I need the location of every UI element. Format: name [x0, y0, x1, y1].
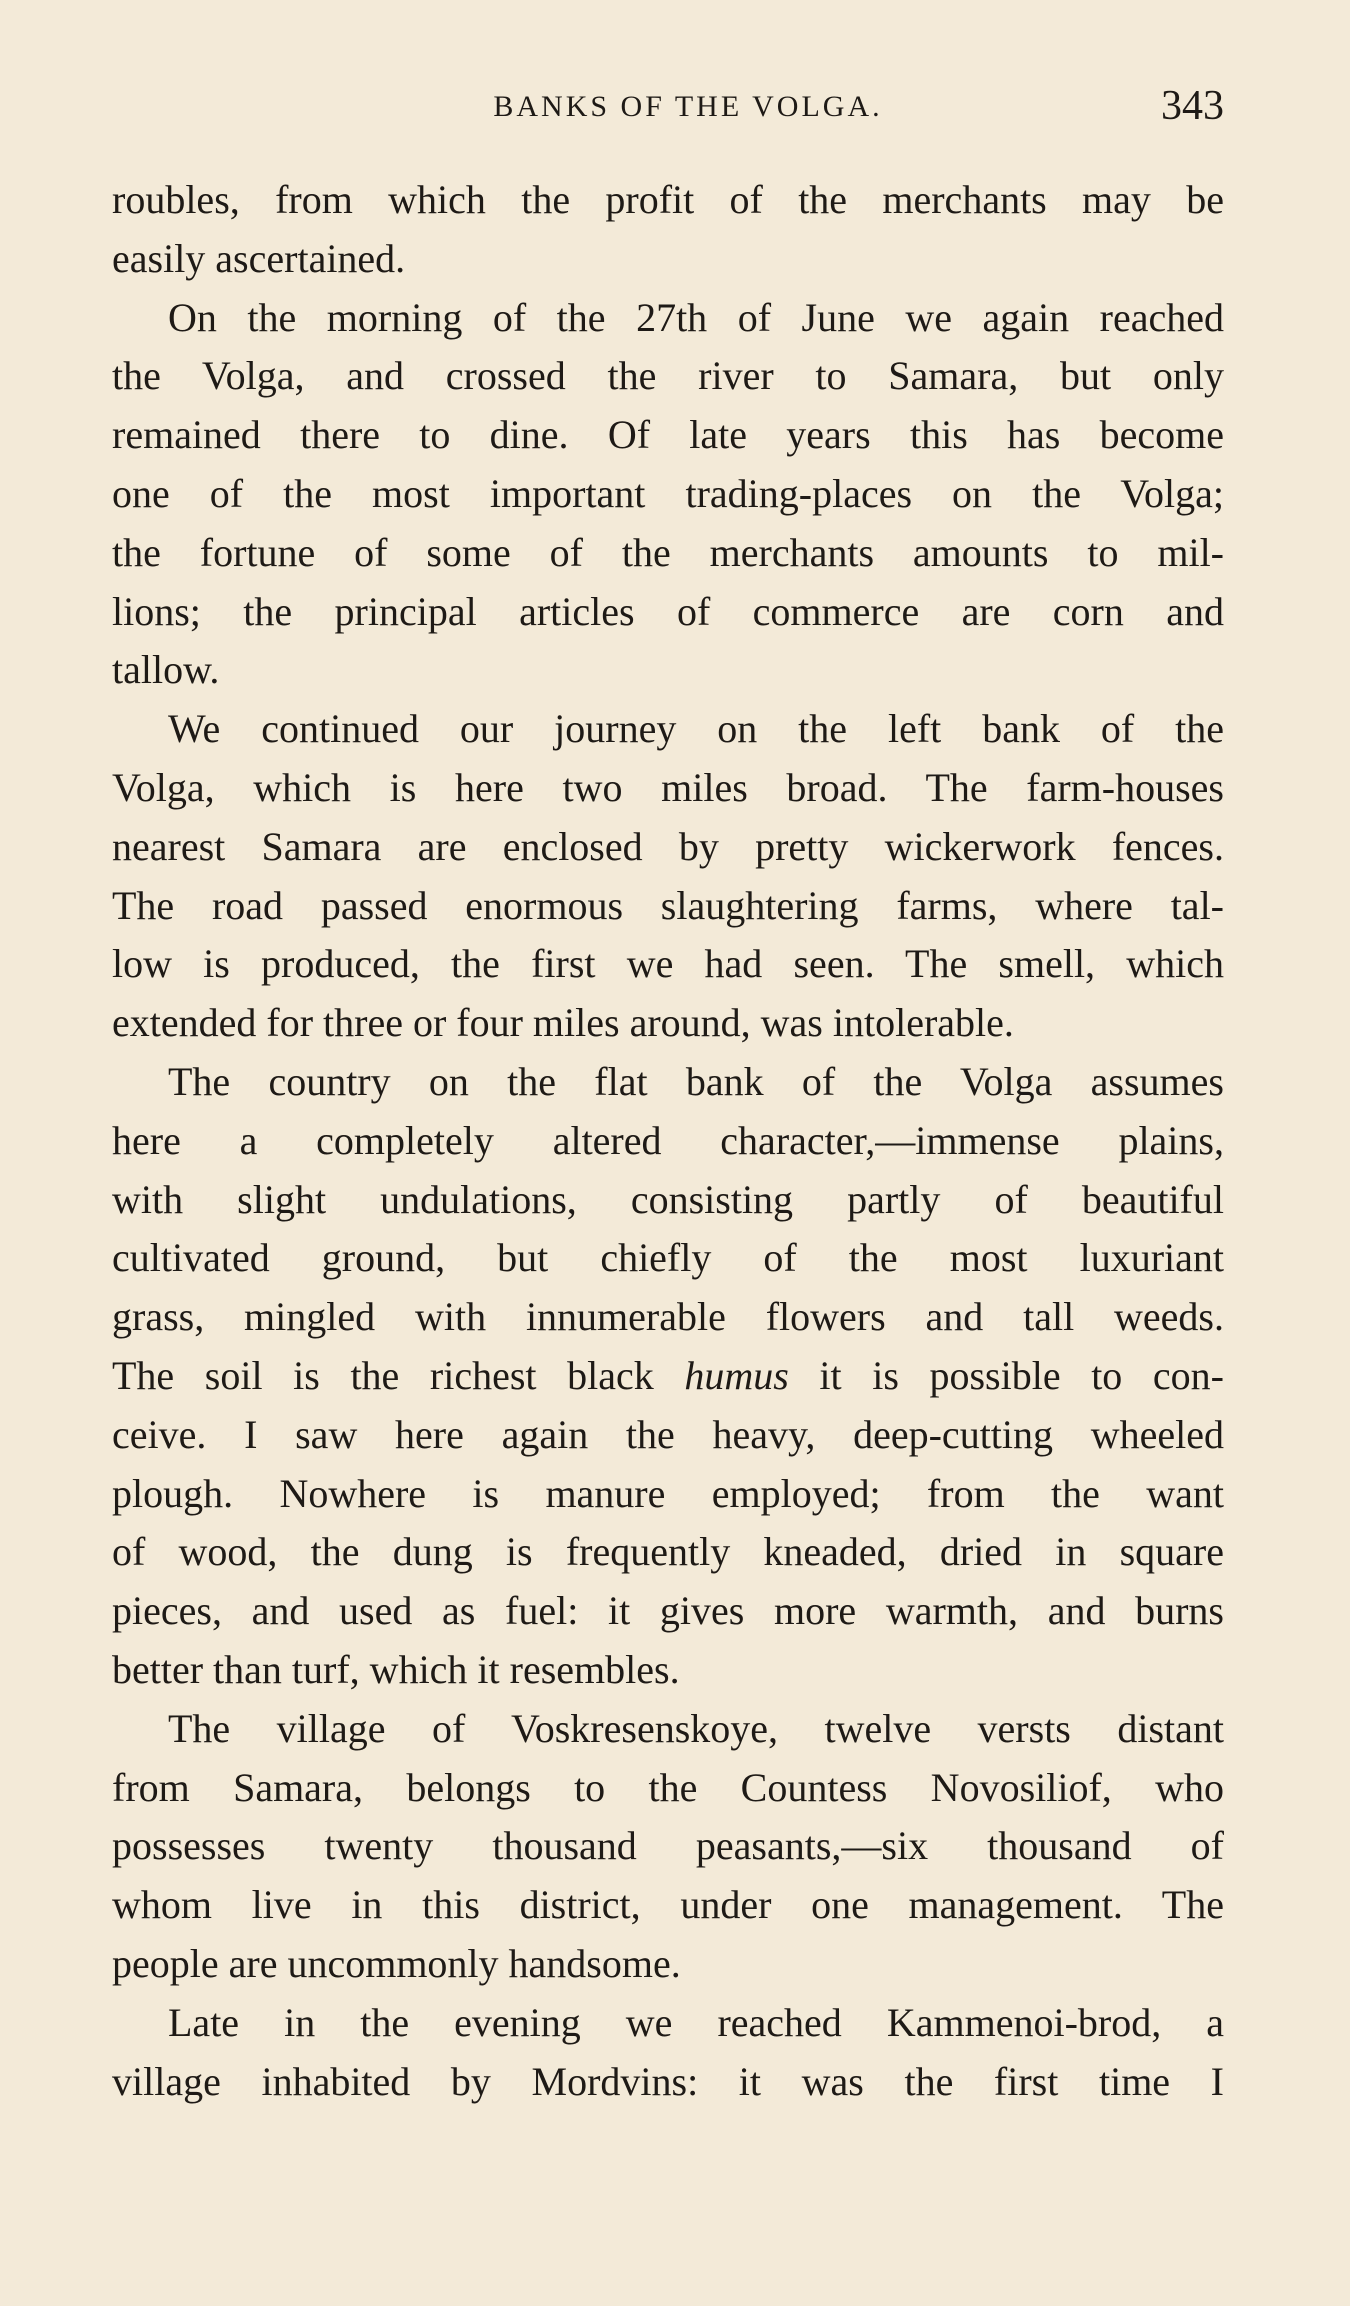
text-line: On the morning of the 27th of June we again reached — [168, 294, 1224, 340]
text-line: better than turf, which it resembles. — [112, 1646, 680, 1692]
text-segment: The soil is the richest black — [112, 1352, 685, 1398]
text-line: The country on the flat bank of the Volga assumes — [168, 1058, 1224, 1104]
text-line: from Samara, belongs to the Countess Novosiliof, who — [112, 1764, 1224, 1810]
text-line: tallow. — [112, 647, 220, 693]
text-line: with slight undulations, consisting partly of beautiful — [112, 1176, 1224, 1222]
text-line: roubles, from which the profit of the merchants may be — [112, 177, 1224, 222]
text-line: We continued our journey on the left bank of the — [168, 706, 1224, 752]
italic-term: humus — [684, 1352, 789, 1398]
text-line: low is produced, the first we had seen. The smell, which — [112, 941, 1224, 987]
body-text — [112, 171, 1224, 2111]
text-line-with-italic — [112, 1347, 1224, 1406]
text-line: plough. Nowhere is manure employed; from the want — [112, 1470, 1224, 1516]
text-line: remained there to dine. Of late years this has become — [112, 412, 1224, 458]
text-line: extended for three or four miles around, was intolerable. — [112, 1000, 1014, 1046]
running-title: BANKS OF THE VOLGA. — [493, 90, 883, 123]
text-line: the Volga, and crossed the river to Samara, but only — [112, 353, 1224, 399]
text-segment: it is possible to con- — [788, 1352, 1224, 1398]
text-line: of wood, the dung is frequently kneaded, dried in square — [112, 1529, 1224, 1575]
text-line: lions; the principal articles of commerce are corn and — [112, 588, 1224, 634]
text-line: nearest Samara are enclosed by pretty wickerwork fences. — [112, 823, 1224, 869]
text-line: The village of Voskresenskoye, twelve versts distant — [168, 1705, 1224, 1751]
text-line: cultivated ground, but chiefly of the most luxuriant — [112, 1235, 1224, 1281]
text-line: one of the most important trading-places on the Volga; — [112, 470, 1224, 516]
text-line: possesses twenty thousand peasants,—six thousand of — [112, 1823, 1224, 1869]
text-line: pieces, and used as fuel: it gives more warmth, and burns — [112, 1588, 1224, 1634]
text-line: the fortune of some of the merchants amounts to mil- — [112, 529, 1224, 575]
text-line: Late in the evening we reached Kammenoi-brod, a — [168, 1999, 1224, 2045]
text-line: easily ascertained. — [112, 235, 406, 281]
text-line: Volga, which is here two miles broad. The farm-houses — [112, 764, 1224, 810]
page-number: 343 — [1161, 83, 1224, 129]
text-line: people are uncommonly handsome. — [112, 1940, 681, 1986]
text-line: here a completely altered character,—immense plains, — [112, 1117, 1224, 1163]
running-head — [112, 82, 1224, 132]
text-line: ceive. I saw here again the heavy, deep-cutting wheeled — [112, 1411, 1224, 1457]
text-line: grass, mingled with innumerable flowers and tall weeds. — [112, 1294, 1224, 1340]
text-line: village inhabited by Mordvins: it was the first time I — [112, 2058, 1224, 2104]
text-line: The road passed enormous slaughtering farms, where tal- — [112, 882, 1224, 928]
text-line: whom live in this district, under one management. The — [112, 1882, 1224, 1928]
